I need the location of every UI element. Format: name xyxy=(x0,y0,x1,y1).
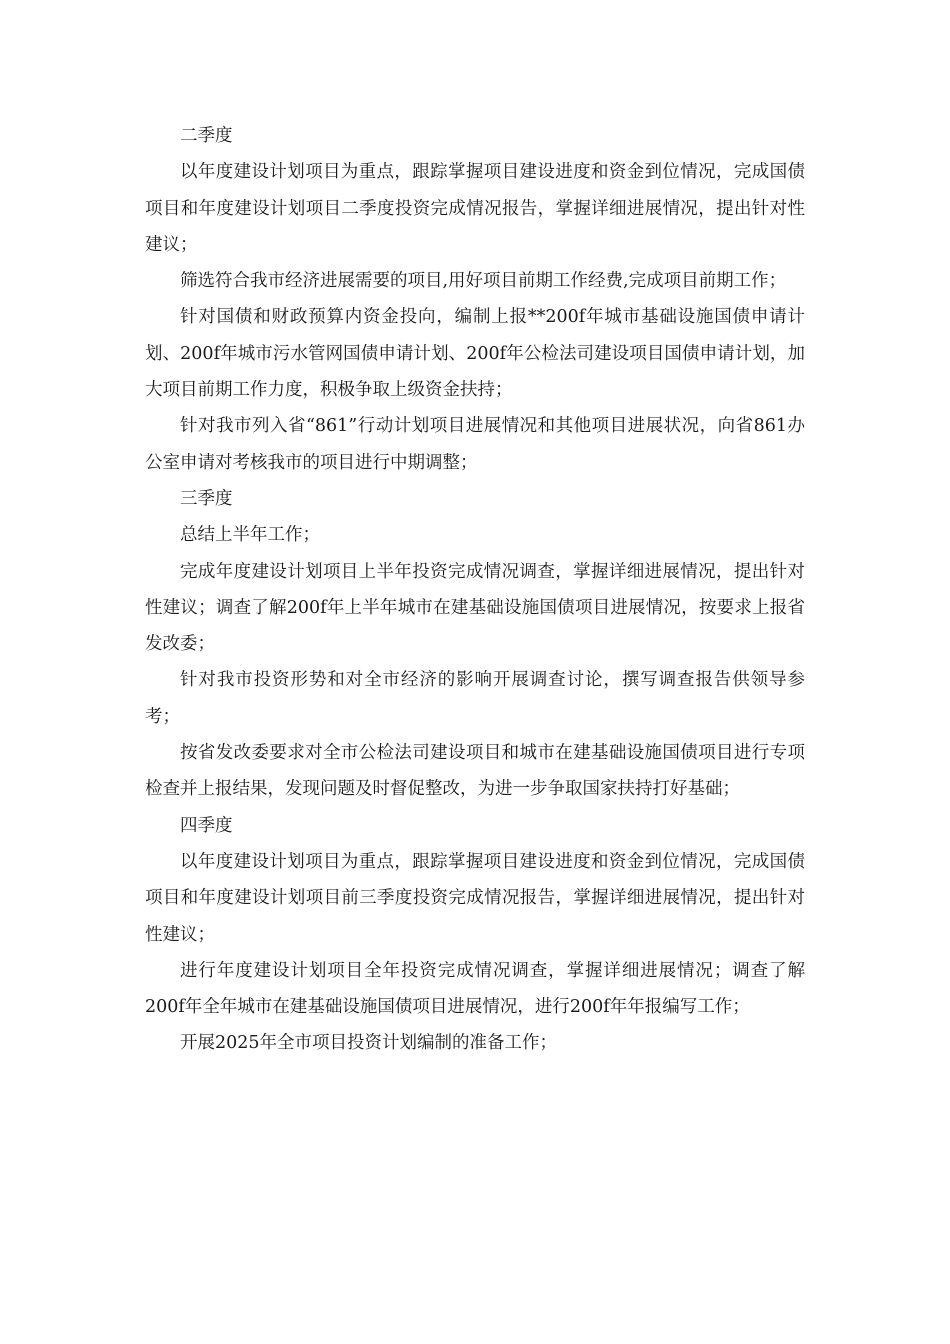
paragraph: 针对我市投资形势和对全市经济的影响开展调查讨论，撰写调查报告供领导参考； xyxy=(145,670,805,727)
paragraph: 按省发改委要求对全市公检法司建设项目和城市在建基础设施国债项目进行专项检查并上报结果，发现问题及时督促整改，为进一步争取国家扶持打好基础； xyxy=(145,743,805,800)
heading-q2: 二季度 xyxy=(180,126,233,146)
paragraph: 以年度建设计划项目为重点，跟踪掌握项目建设进度和资金到位情况，完成国债项目和年度建设计划项目二季度投资完成情况报告，掌握详细进展情况，提出针对性建议； xyxy=(145,162,805,255)
heading-q3: 三季度 xyxy=(180,488,233,509)
paragraph: 完成年度建设计划项目上半年投资完成情况调查，掌握详细进展情况，提出针对性建议；调查了解200f年上半年城市在建基础设施国债项目进展情况，按要求上报省发改委； xyxy=(145,561,805,655)
paragraph: 开展2025年全市项目投资计划编制的准备工作； xyxy=(180,1033,558,1054)
paragraph: 以年度建设计划项目为重点，跟踪掌握项目建设进度和资金到位情况，完成国债项目和年度建设计划项目前三季度投资完成情况报告，掌握详细进展情况，提出针对性建议； xyxy=(145,851,805,945)
paragraph: 针对我市列入省“861”行动计划项目进展情况和其他项目进展状况，向省861办公室申请对考核我市的项目进行中期调整； xyxy=(145,416,805,473)
document-body xyxy=(145,118,805,1062)
paragraph: 总结上半年工作； xyxy=(180,525,320,546)
heading-q4: 四季度 xyxy=(180,815,233,836)
paragraph: 针对国债和财政预算内资金投向，编制上报**200f年城市基础设施国债申请计划、200f年城市污水管网国债申请计划、200f年公检法司建设项目国债申请计划，加大项目前期工作力度，积极争取上级资金扶持； xyxy=(145,307,805,401)
paragraph: 进行年度建设计划项目全年投资完成情况调查，掌握详细进展情况；调查了解200f年全年城市在建基础设施国债项目进展情况，进行200f年年报编写工作； xyxy=(145,960,805,1018)
paragraph: 筛选符合我市经济进展需要的项目,用好项目前期工作经费,完成项目前期工作； xyxy=(180,271,787,292)
